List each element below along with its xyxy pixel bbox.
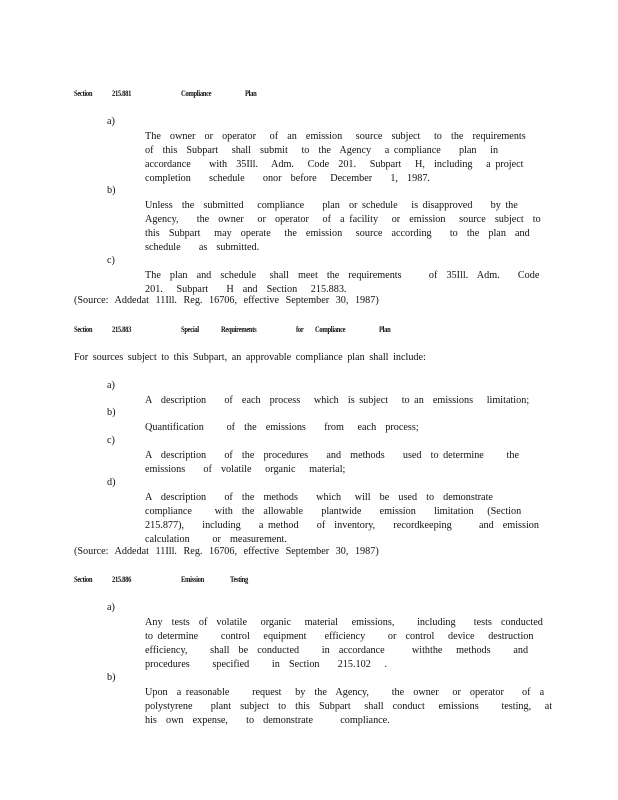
- section-title-word: Compliance: [315, 325, 346, 334]
- paragraph-line: Quantification of the emissions from each process;: [145, 422, 419, 433]
- paragraph-line: to determine control equipment efficiency or control device destruction: [145, 631, 534, 642]
- paragraph-line: 215.877), including a method of inventory, recordkeeping and emission: [145, 520, 539, 531]
- source-note: (Source: Addedat 11Ill. Reg. 16706, effective September 30, 1987): [74, 295, 379, 306]
- paragraph-line: A description of each process which is subject to an emissions limitation;: [145, 395, 530, 406]
- item-label: c): [107, 435, 115, 446]
- paragraph-line: Unless the submitted compliance plan or schedule is disapproved by the: [145, 200, 518, 211]
- section-title-word: Compliance: [181, 89, 212, 98]
- source-note: (Source: Addedat 11Ill. Reg. 16706, effective September 30, 1987): [74, 546, 379, 557]
- item-label: b): [107, 672, 116, 683]
- paragraph-line: polystyrene plant subject to this Subpart shall conduct emissions testing, at: [145, 701, 553, 712]
- paragraph-line: schedule as submitted.: [145, 242, 260, 253]
- section-number: 215.881: [112, 89, 132, 98]
- paragraph-line: procedures specified in Section 215.102 .: [145, 659, 387, 670]
- section-title-word: Testing: [230, 575, 248, 584]
- section-number: 215.886: [112, 575, 132, 584]
- section-title-word: Requirements: [221, 325, 257, 334]
- paragraph-line: his own expense, to demonstrate compliance.: [145, 715, 390, 726]
- paragraph-line: A description of the methods which will be used to demonstrate: [145, 492, 493, 503]
- item-label: a): [107, 380, 115, 391]
- item-label: b): [107, 185, 116, 196]
- item-label: b): [107, 407, 116, 418]
- section-word: Section: [74, 89, 93, 98]
- paragraph-line: The plan and schedule shall meet the requirements of 35Ill. Adm. Code: [145, 270, 540, 281]
- section-word: Section: [74, 575, 93, 584]
- intro-text: For sources subject to this Subpart, an approvable compliance plan shall include:: [74, 352, 426, 363]
- section-title-word: for: [296, 325, 304, 334]
- paragraph-line: A description of the procedures and methods used to determine the: [145, 450, 520, 461]
- item-label: d): [107, 477, 116, 488]
- section-heading-215881: [74, 89, 92, 98]
- paragraph-line: this Subpart may operate the emission source according to the plan and: [145, 228, 530, 239]
- section-title-word: Special: [181, 325, 199, 334]
- paragraph-line: 201. Subpart H and Section 215.883.: [145, 284, 347, 295]
- paragraph-line: efficiency, shall be conducted in accordance withthe methods and: [145, 645, 529, 656]
- section-title-word: Emission: [181, 575, 204, 584]
- paragraph-line: compliance with the allowable plantwide emission limitation (Section: [145, 506, 522, 517]
- paragraph-line: Any tests of volatile organic material emissions, including tests conducted: [145, 617, 543, 628]
- item-label: c): [107, 255, 115, 266]
- section-title-word: Plan: [245, 89, 257, 98]
- paragraph-line: emissions of volatile organic material;: [145, 464, 346, 475]
- paragraph-line: accordance with 35Ill. Adm. Code 201. Subpart H, including a project: [145, 159, 524, 170]
- section-word: Section: [74, 325, 93, 334]
- paragraph-line: completion schedule onor before December 1, 1987.: [145, 173, 430, 184]
- paragraph-line: Upon a reasonable request by the Agency, the owner or operator of a: [145, 687, 545, 698]
- section-number: 215.883: [112, 325, 132, 334]
- paragraph: [145, 672, 552, 742]
- item-label: a): [107, 602, 115, 613]
- section-title-word: Plan: [379, 325, 391, 334]
- paragraph-line: The owner or operator of an emission source subject to the requirements: [145, 131, 526, 142]
- paragraph-line: of this Subpart shall submit to the Agency a compliance plan in: [145, 145, 499, 156]
- paragraph-line: Agency, the owner or operator of a facility or emission source subject to: [145, 214, 541, 225]
- paragraph-line: calculation or measurement.: [145, 534, 287, 545]
- item-label: a): [107, 116, 115, 127]
